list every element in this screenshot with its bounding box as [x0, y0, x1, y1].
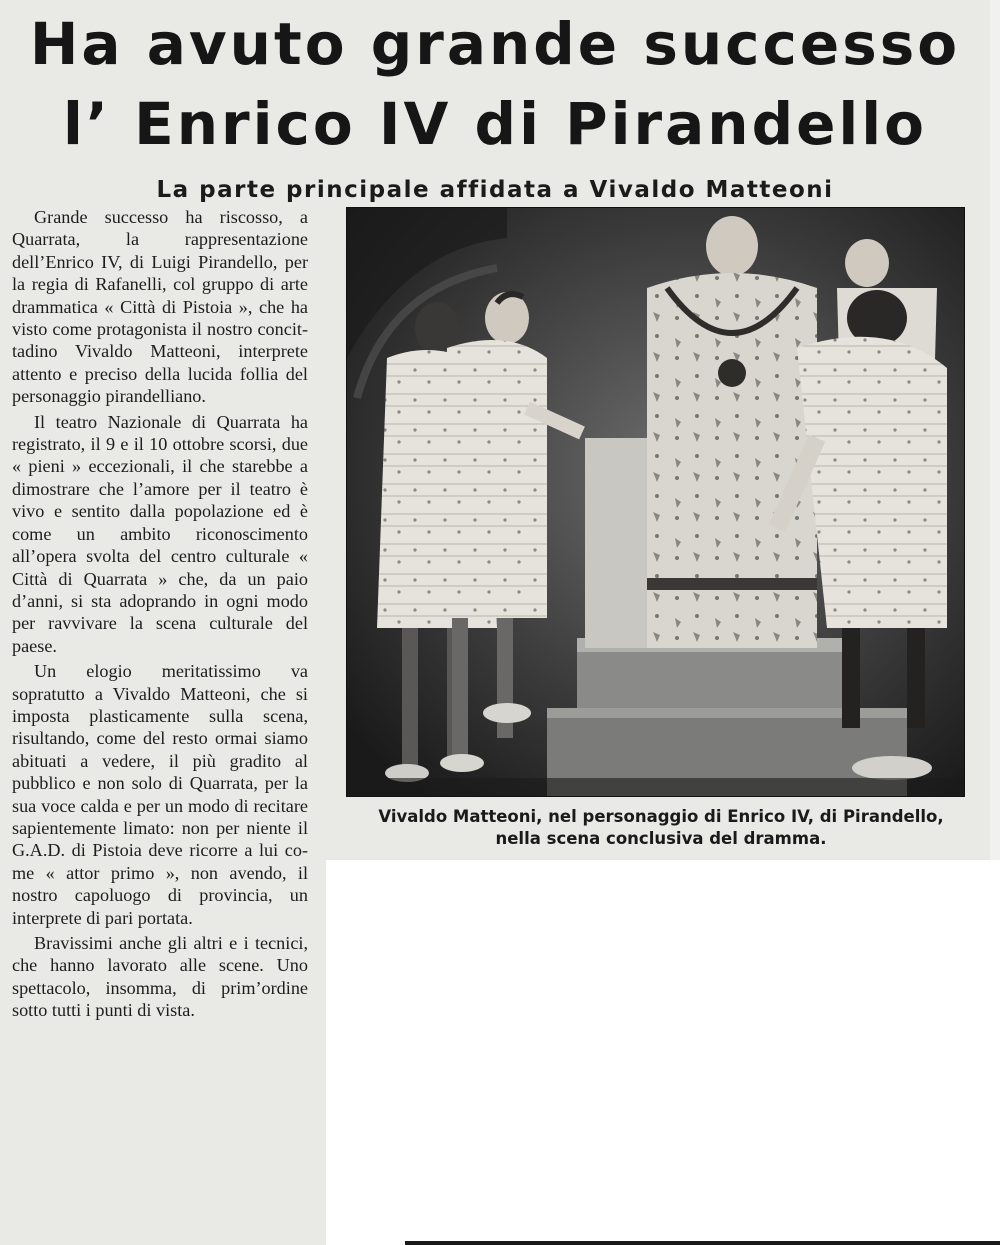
article-paragraph-2: Il teatro Nazionale di Quarrata ha registrato, il 9 e il 10 ottobre scorsi, due « pieni » eccezionali, il che starebbe a dimostrare che l’amore per il teatro è vivo e sentito dalla popolazione ed è come un ambito riconoscimento all’opera svolta del centro culturale « Città di Quarrata » che, da un paio d’anni, si sta adoprando in ogni modo per ravvivare la scena culturale del paese.	[12, 411, 308, 656]
headline-line-1: Ha avuto grande successo	[29, 10, 961, 78]
stage-photo-illustration	[347, 208, 964, 796]
article-paragraph-1: Grande successo ha riscosso, a Quarrata, la rappresentazione dell’Enrico IV, di Luigi Pirandello, per la regia di Rafanelli, col gruppo di arte drammatica « Città di Pistoia », che ha visto come protagonista il nostro concittadino Vivaldo Matteoni, interprete attento e preciso della lucida follia del personaggio pirandelliano.	[12, 207, 308, 407]
bottom-rule	[405, 1241, 1000, 1245]
headline-line-2: l’ Enrico IV di Pirandello	[62, 90, 928, 158]
page-edge	[990, 0, 1000, 860]
subheadline: La parte principale affidata a Vivaldo Matteoni	[156, 177, 834, 204]
article-paragraph-4: Bravissimi anche gli altri e i tecnici, che hanno lavorato alle scene. Uno spettacolo, insomma, di prim’ordine sotto tutti i punti di vista.	[12, 933, 308, 1021]
article-paragraph-3: Un elogio meritatissimo va sopratutto a Vivaldo Matteoni, che si imposta plasticamente sulla scena, risultando, come del resto ormai siamo abituati a vedere, il più gradito al pubblico e non solo di Quarrata, per la sua voce calda e per un modo di recitare sapientemente limato: non per niente il G.A.D. di Pistoia deve ricorre a lui come « attor primo », non avendo, il nostro capoluogo di provincia, un interprete di pari portata.	[12, 661, 308, 928]
photo-caption	[336, 806, 986, 850]
caption-line-1: Vivaldo Matteoni, nel personaggio di Enrico IV, di Pirandello,	[378, 807, 944, 826]
caption-line-2: nella scena conclusiva del dramma.	[495, 829, 827, 848]
blank-margin	[326, 860, 1000, 1245]
article-body	[12, 206, 308, 1025]
stage-photo	[346, 207, 965, 797]
